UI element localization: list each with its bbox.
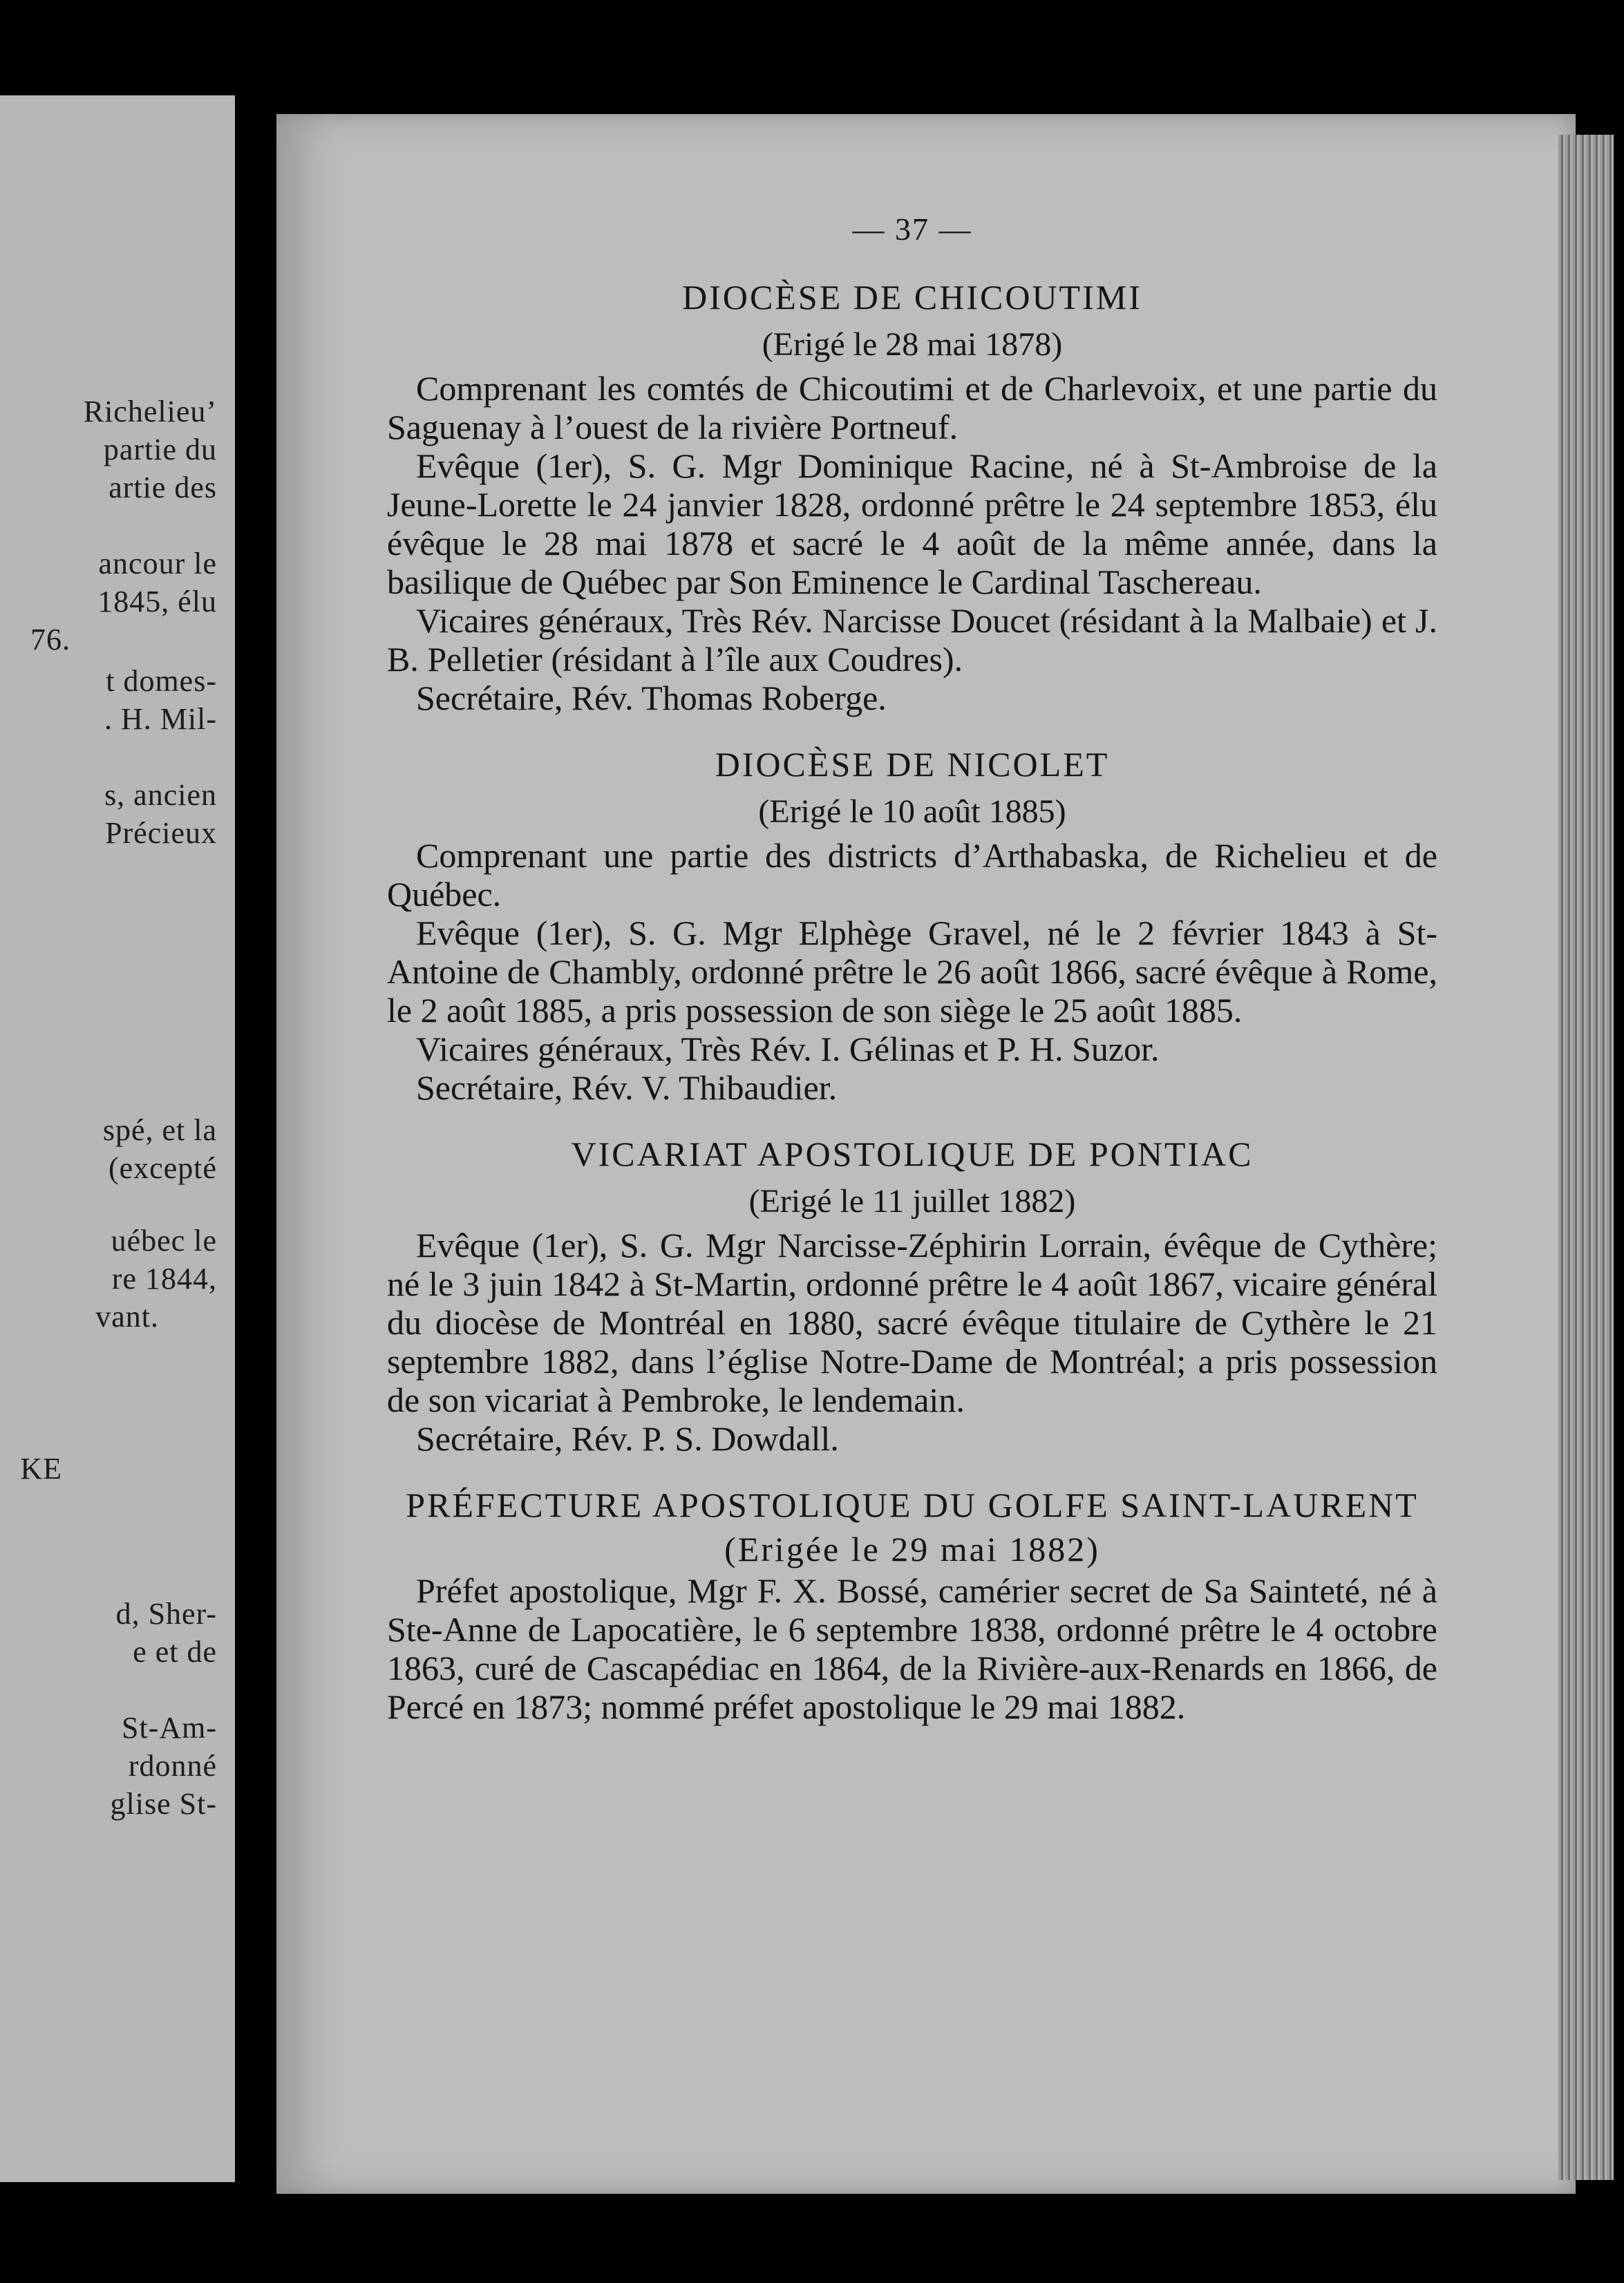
left-page-line: d, Sher- — [115, 1597, 217, 1631]
page-content — [387, 211, 1437, 1751]
paragraph: Secrétaire, Rév. P. S. Dowdall. — [416, 1419, 839, 1458]
left-page-line: s, ancien — [104, 778, 217, 812]
left-page-line: re 1844, — [111, 1262, 217, 1296]
paragraph: Secrétaire, Rév. Thomas Roberge. — [416, 679, 887, 717]
left-page-line: Précieux — [105, 816, 217, 850]
section-golfe-saint-laurent — [387, 1483, 1437, 1726]
section-subtitle: (Erigé le 28 mai 1878) — [762, 326, 1063, 363]
section-title: DIOCÈSE DE NICOLET — [715, 745, 1110, 784]
paragraph: Evêque (1er), S. G. Mgr Dominique Racine, né à St-Ambroise de la Jeune-Lorette le 24 janvier 1828, ordonné prêtre le 24 septembre 1853, élu évêque le 28 mai 1878 et sacré le 4 août de la même année, dans la basilique de Québec par Son Eminence le Cardinal Taschereau. — [387, 446, 1437, 601]
left-page-line: glise St- — [110, 1787, 217, 1821]
left-page-line: ancour le — [98, 547, 217, 580]
left-page-line: 76. — [30, 623, 70, 656]
section-pontiac — [387, 1132, 1437, 1458]
left-page-line: artie des — [108, 471, 217, 504]
left-page-line: . H. Mil- — [104, 702, 217, 736]
paragraph: Comprenant une partie des districts d’Arthabaska, de Richelieu et de Québec. — [387, 836, 1437, 913]
section-title: DIOCÈSE DE CHICOUTIMI — [682, 278, 1142, 316]
paragraph: Vicaires généraux, Très Rév. Narcisse Doucet (résidant à la Malbaie) et J. B. Pelletier (résidant à l’île aux Coudres). — [387, 601, 1437, 679]
left-page-line: KE — [20, 1452, 62, 1486]
section-nicolet — [387, 742, 1437, 1107]
section-subtitle: (Erigé le 11 juillet 1882) — [748, 1183, 1076, 1220]
section-title: VICARIAT APOSTOLIQUE DE PONTIAC — [571, 1135, 1254, 1173]
left-page-line: Richelieu’ — [83, 395, 217, 428]
paragraph: Secrétaire, Rév. V. Thibaudier. — [416, 1068, 838, 1107]
left-page-line: t domes- — [106, 664, 217, 698]
left-page-line: (excepté — [108, 1151, 217, 1185]
left-page-line: St-Am- — [122, 1711, 217, 1745]
section-title: PRÉFECTURE APOSTOLIQUE DU GOLFE SAINT-LAURENT (Erigée le 29 mai 1882) — [406, 1486, 1419, 1569]
left-page-line: spé, et la — [102, 1113, 217, 1147]
paragraph: Préfet apostolique, Mgr F. X. Bossé, camérier secret de Sa Sainteté, né à Ste-Anne de Lapocatière, le 6 septembre 1838, ordonné prêtre le 4 octobre 1863, curé de Cascapédiac en 1864, de la Rivière-aux-Renards en 1866, de Percé en 1873; nommé préfet apostolique le 29 mai 1882. — [387, 1571, 1437, 1726]
page-edges — [1558, 135, 1614, 2180]
left-page-line: e et de — [133, 1635, 217, 1669]
paragraph: Comprenant les comtés de Chicoutimi et de Charlevoix, et une partie du Saguenay à l’ouest de la rivière Portneuf. — [387, 369, 1437, 446]
left-page-line: vant. — [95, 1300, 159, 1334]
previous-page-strip — [0, 95, 235, 2182]
left-page-line: rdonné — [128, 1749, 217, 1783]
left-page-line: partie du — [103, 433, 217, 466]
section-subtitle: (Erigé le 10 août 1885) — [758, 793, 1066, 830]
paragraph: Vicaires généraux, Très Rév. I. Gélinas et P. H. Suzor. — [416, 1030, 1160, 1068]
paragraph: Evêque (1er), S. G. Mgr Narcisse-Zéphirin Lorrain, évêque de Cythère; né le 3 juin 1842 à St-Martin, ordonné prêtre le 4 août 1867, vicaire général du diocèse de Montréal en 1880, sacré évêque titulaire de Cythère le 21 septembre 1882, dans l’église Notre-Dame de Montréal; a pris possession de son vicariat à Pembroke, le lendemain. — [387, 1226, 1437, 1419]
paragraph: Evêque (1er), S. G. Mgr Elphège Gravel, né le 2 février 1843 à St-Antoine de Chambly, ordonné prêtre le 26 août 1866, sacré évêque à Rome, le 2 août 1885, a pris possession de son siège le 25 août 1885. — [387, 913, 1437, 1030]
page-number: — 37 — — [852, 211, 972, 247]
left-page-line: 1845, élu — [97, 585, 217, 618]
left-page-line: uébec le — [111, 1224, 217, 1258]
section-chicoutimi — [387, 275, 1437, 717]
